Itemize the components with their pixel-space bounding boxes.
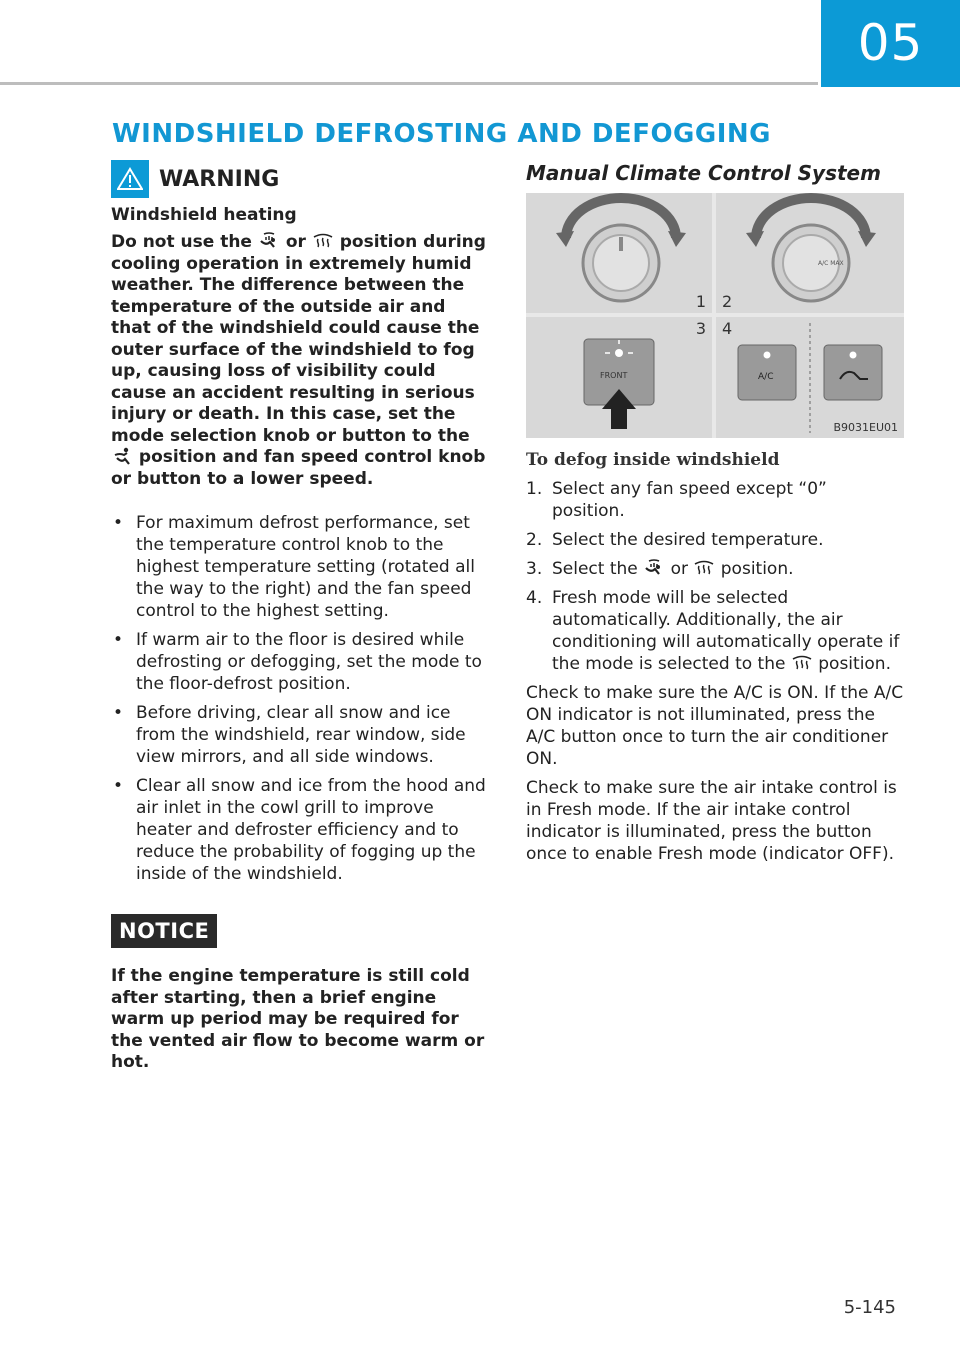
figure-label-4: 4 (722, 319, 733, 338)
page-number: 5-145 (843, 1297, 896, 1318)
list-item: • Before driving, clear all snow and ice from the windshield, rear window, side view mirrors, and all side windows. (113, 703, 466, 767)
temp-knob-illustration (716, 193, 904, 313)
chapter-tab: 05 (821, 0, 960, 87)
defog-steps-list (526, 478, 904, 675)
list-item: • If warm air to the floor is desired while defrosting or defogging, set the mode to the floor-defrost position. (113, 630, 482, 694)
ac-buttons-illustration (716, 317, 904, 438)
warning-body-part2: position during cooling operation in extremely humid weather. The difference between the temperature of the outside air and that of the windshield could cause the outer surface of the windshield to fog up, causing loss of visibility could cause an accident resulting in serious injury or death. In this case, set the mode selection knob or button to the (111, 232, 486, 446)
figure-label-2: 2 (722, 292, 733, 311)
figure-panel-ac-buttons (716, 317, 904, 438)
defrost-mode-icon (693, 559, 715, 577)
list-item: • Clear all snow and ice from the hood and air inlet in the cowl grill to improve heater and defroster efficiency and to reduce the probability of fogging up the inside of the windshield. (113, 776, 486, 884)
list-item: 1. Select any fan speed except “0” position. (526, 479, 827, 521)
warning-triangle-icon (117, 167, 143, 191)
air-intake-paragraph: Check to make sure the air intake control is in Fresh mode. If the air intake control indicator is illuminated, press the button once to enable Fresh mode (indicator OFF). (526, 778, 897, 864)
figure-panel-front-button (526, 317, 712, 438)
front-defrost-button-illustration (526, 317, 712, 438)
ac-check-paragraph: Check to make sure the A/C is ON. If the A/C ON indicator is not illuminated, press the A/C button once to turn the air conditioner ON. (526, 683, 904, 769)
list-item: 3. Select the or position. (526, 559, 794, 579)
warning-header (111, 160, 491, 198)
floor-mode-icon (111, 447, 133, 465)
figure-label-1: 1 (695, 292, 706, 311)
figure-label-3: 3 (695, 319, 706, 338)
list-item: 4. Fresh mode will be selected automatically. Additionally, the air conditioning will automatically operate if the mode is selected to the position. (526, 588, 900, 674)
defrost-mode-icon (312, 232, 334, 250)
warning-badge (111, 160, 149, 198)
right-column (526, 158, 904, 872)
manual-climate-title: Manual Climate Control System (526, 161, 881, 185)
notice-body: If the engine temperature is still cold after starting, then a brief engine warm up period may be required for the vented air flow to become warm or hot. (111, 966, 485, 1072)
warning-body (111, 232, 491, 490)
figure-code: B9031EU01 (833, 421, 898, 434)
front-button-label: FRONT (600, 371, 628, 380)
defog-subheading: To defog inside windshield (526, 450, 780, 470)
defrost-tips-list (111, 512, 491, 885)
floor-defrost-mode-icon (258, 232, 280, 250)
warning-body-part3: position and fan speed control knob or button to a lower speed. (111, 447, 486, 489)
ac-button-label: A/C (758, 372, 774, 382)
section-title: WINDSHIELD DEFROSTING AND DEFOGGING (112, 119, 772, 149)
warning-label: WARNING (159, 166, 280, 192)
warning-body-part1: Do not use the (111, 232, 252, 252)
figure-panel-fan-knob (526, 193, 712, 313)
defrost-mode-icon (791, 654, 813, 672)
figure-panel-temp-knob (716, 193, 904, 313)
header-rule (0, 82, 818, 85)
list-item: • For maximum defrost performance, set the temperature control knob to the highest temperature setting (rotated all the way to the right) and the fan speed control to the highest setting. (113, 513, 475, 621)
climate-control-figure (526, 193, 904, 438)
knob-ac-max-label: A/C MAX (818, 260, 844, 267)
floor-defrost-mode-icon (643, 559, 665, 577)
left-column (111, 160, 491, 1074)
list-item: 2. Select the desired temperature. (526, 530, 824, 550)
fan-knob-illustration (526, 193, 712, 313)
notice-badge: NOTICE (111, 914, 217, 948)
warning-subheading: Windshield heating (111, 205, 297, 225)
warning-body-or: or (285, 232, 306, 252)
